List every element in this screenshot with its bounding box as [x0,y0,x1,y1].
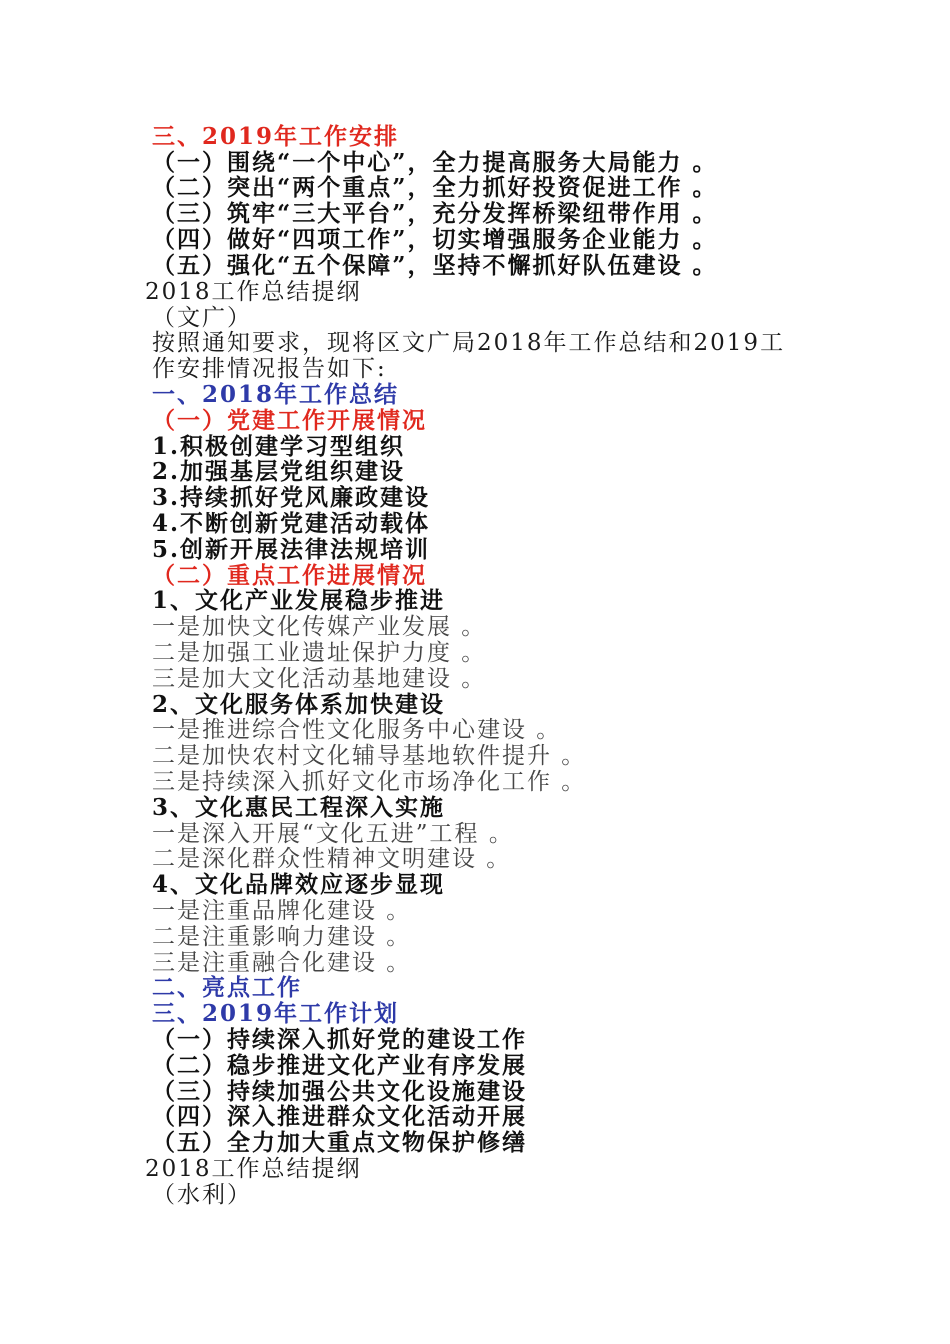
key-work-heading-3: 3、文化惠民工程深入实施 [152,794,446,821]
plan-item-5: （五）全力加大重点文物保护修缮 [152,1129,527,1156]
arrangement-item-4: （四）做好“四项工作”，切实增强服务企业能力 。 [152,226,718,253]
party-item-2: 2.加强基层党组织建设 [152,458,406,485]
section-heading-2018-summary: 一、2018年工作总结 [152,381,400,408]
outline-title-water: 2018工作总结提纲 [145,1156,362,1182]
arrangement-item-2: （二）突出“两个重点”，全力抓好投资促进工作 。 [152,174,718,201]
key-work-4-point-2: 二是注重影响力建设 。 [152,924,412,950]
plan-item-2: （二）稳步推进文化产业有序发展 [152,1052,527,1079]
arrangement-item-5: （五）强化“五个保障”，坚持不懈抓好队伍建设 。 [152,252,718,279]
plan-item-1: （一）持续深入抓好党的建设工作 [152,1026,527,1053]
arrangement-item-3: （三）筑牢“三大平台”，充分发挥桥梁纽带作用 。 [152,200,718,227]
key-work-2-point-3: 三是持续深入抓好文化市场净化工作 。 [152,769,587,795]
party-item-1: 1.积极创建学习型组织 [152,433,406,460]
key-work-4-point-1: 一是注重品牌化建设 。 [152,898,412,924]
party-item-4: 4.不断创新党建活动载体 [152,510,431,537]
plan-item-4: （四）深入推进群众文化活动开展 [152,1103,527,1130]
section-heading-2019-arrangement: 三、2019年工作安排 [152,123,400,150]
key-work-heading-1: 1、文化产业发展稳步推进 [152,587,446,614]
key-work-1-point-2: 二是加强工业遗址保护力度 。 [152,640,487,666]
key-work-3-point-1: 一是深入开展“文化五进”工程 。 [152,821,514,847]
key-work-4-point-3: 三是注重融合化建设 。 [152,950,412,976]
outline-subtitle-water: （水利） [152,1182,252,1208]
outline-title-wenguang: 2018工作总结提纲 [145,279,362,305]
key-work-2-point-2: 二是加快农村文化辅导基地软件提升 。 [152,743,587,769]
section-heading-2019-plan: 三、2019年工作计划 [152,1000,400,1027]
subsection-heading-party-building: （一）党建工作开展情况 [152,407,427,434]
key-work-3-point-2: 二是深化群众性精神文明建设 。 [152,846,512,872]
key-work-1-point-1: 一是加快文化传媒产业发展 。 [152,614,487,640]
party-item-5: 5.创新开展法律法规培训 [152,536,431,563]
plan-item-3: （三）持续加强公共文化设施建设 [152,1078,527,1105]
intro-paragraph-line-1: 按照通知要求，现将区文广局2018年工作总结和2019工 [152,330,786,356]
key-work-1-point-3: 三是加大文化活动基地建设 。 [152,666,487,692]
intro-paragraph-line-2: 作安排情况报告如下: [152,356,387,382]
key-work-heading-4: 4、文化品牌效应逐步显现 [152,871,446,898]
key-work-2-point-1: 一是推进综合性文化服务中心建设 。 [152,717,562,743]
subsection-heading-key-work: （二）重点工作进展情况 [152,562,427,589]
section-heading-highlights: 二、亮点工作 [152,974,302,1001]
party-item-3: 3.持续抓好党风廉政建设 [152,484,431,511]
outline-subtitle-wenguang: （文广） [152,305,252,331]
key-work-heading-2: 2、文化服务体系加快建设 [152,691,446,718]
arrangement-item-1: （一）围绕“一个中心”，全力提高服务大局能力 。 [152,149,718,176]
